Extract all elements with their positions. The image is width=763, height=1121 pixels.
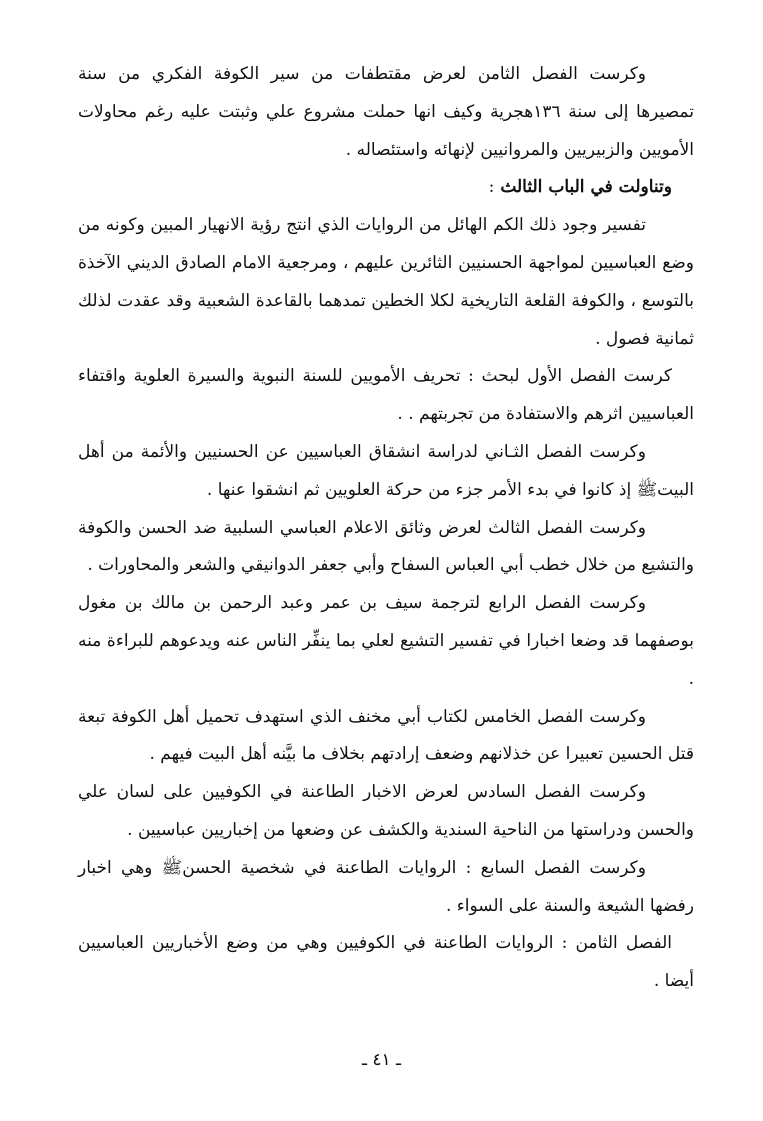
paragraph-chapter-1: كرست الفصل الأول لبحث : تحريف الأمويين للسنة النبوية والسيرة العلوية واقتفاء العباسيين اثرهم والاستفادة من تجربتهم . . — [78, 366, 694, 425]
paragraph-chapter-5: وكرست الفصل الخامس لكتاب أبي مخنف الذي استهدف تحميل أهل الكوفة تبعة قتل الحسين تعبيرا عن خذلانهم وضعف إرادتهم بخلاف ما بيَّنه أهل البيت فيهم . — [78, 706, 694, 765]
paragraph-part-three-intro: تفسير وجود ذلك الكم الهائل من الروايات الذي انتج رؤية الانهيار المبين وكونه من وضع العباسيين لمواجهة الحسنيين الثائرين عليهم ، ومرجعية الامام الصادق الديني الآخذة بالتوسع ، والكوفة القلعة التاريخية لكلا الخطين تمدهما بالقاعدة الشعبية وقد عقدت لذلك ثمانية فصول . — [78, 215, 694, 349]
section-heading — [78, 169, 694, 207]
paragraph-chapter-8-summary: وكرست الفصل الثامن لعرض مقتطفات من سير الكوفة الفكري من سنة تمصيرها إلى سنة ١٣٦هجرية وكيف انها حملت مشروع علي وثبتت عليه رغم محاولات الأمويين والزبيريين والمروانيين لإنهائه واستئصاله . — [78, 64, 694, 160]
paragraph-chapter-6: وكرست الفصل السادس لعرض الاخبار الطاعنة في الكوفيين على لسان علي والحسن ودراستها من الناحية السندية والكشف عن وضعها من إخباريين عباسيين . — [78, 782, 694, 840]
paragraph-chapter-3: وكرست الفصل الثالث لعرض وثائق الاعلام العباسي السلبية ضد الحسن والكوفة والتشيع من خلال خطب أبي العباس السفاح وأبي جعفر الدوانيقي والشعر والمحاورات . — [78, 517, 694, 576]
section-heading-colon: : — [488, 177, 495, 198]
paragraph-chapter-8: الفصل الثامن : الروايات الطاعنة في الكوفيين وهي من وضع الأخباريين العباسيين أيضا . — [78, 933, 694, 992]
paragraph-chapter-2: وكرست الفصل الثـاني لدراسة انشقاق العباسيين عن الحسنيين والأئمة من أهل البيتﷺ إذ كانوا في بدء الأمر جزء من حركة العلويين ثم انشقوا عنها . — [78, 441, 694, 500]
page-body — [78, 56, 694, 1001]
section-heading-text: وتناولت في الباب الثالث — [500, 177, 672, 198]
paragraph-chapter-7: وكرست الفصل السابع : الروايات الطاعنة في شخصية الحسنﷺ وهي اخبار رفضها الشيعة والسنة على السواء . — [78, 857, 694, 916]
page-number: ـ ٤١ ـ — [361, 1050, 402, 1070]
paragraph-chapter-4: وكرست الفصل الرابع لترجمة سيف بن عمر وعبد الرحمن بن مالك بن مغول بوصفهما قد وضعا اخبارا في تفسير التشيع لعلي بما ينفِّر الناس عنه ويدعوهم للبراءة منه . — [78, 593, 694, 689]
